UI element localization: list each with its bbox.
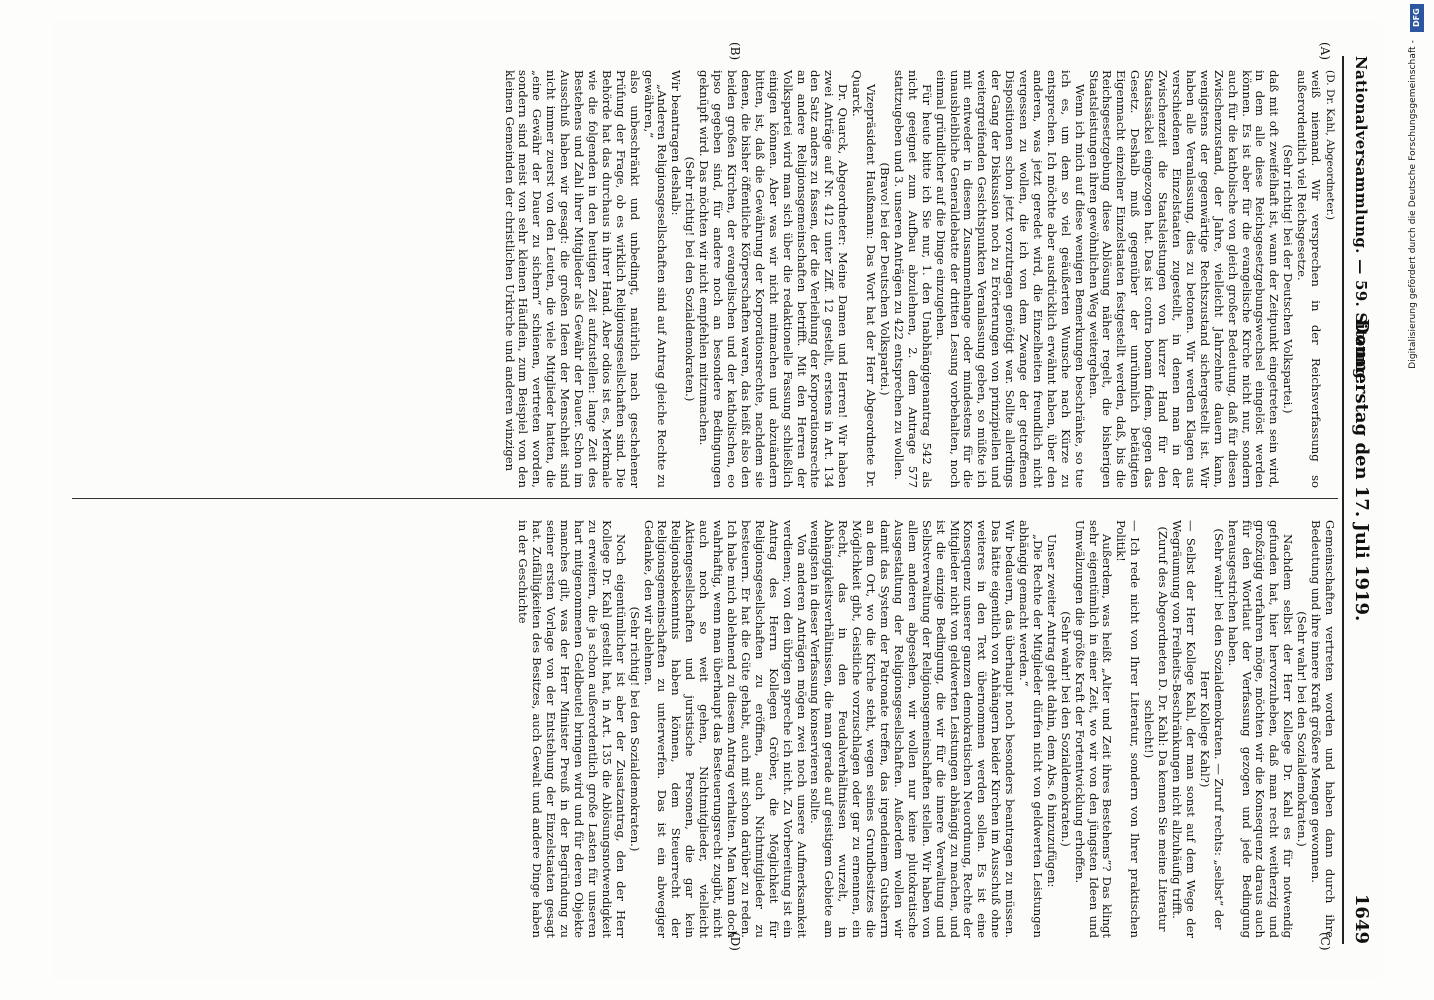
paragraph: — Selbst der Herr Kollege Kahl, der man sonst auf dem Wege der Wegräumung von Freiheits-Beschränkungen nicht allzuhäufig trifft. (1170, 520, 1198, 938)
paragraph: „Anderen Religionsgesellschaften sind auf Antrag gleiche Rechte zu gewähren,“ (641, 70, 670, 488)
header-left-title: Nationalversammlung. — 59. Sitzung. (1352, 56, 1370, 385)
paragraph: (Sehr wahr! bei den Sozialdemokraten.) (1295, 611, 1310, 847)
header-rule (1342, 56, 1344, 944)
paragraph: daß mit oft zweifelhaft ist, wann der Zeitpunkt eingetreten sein wird, in dem alle diese Reichsgesetzgebungswechsel eingelöst werden können. Es ist aber für die evangelische Kirche nicht nur, sondern auch für die katholische von gleich großer Bedeutung, daß für diesen Zwischenzustand, der Jahre, vielleicht Jahrzehnte dauern kann, wenigstens der gegenwärtige Rechtszustand sichergestellt ist. Wir haben alle Veranlassung, dies zu betonen. Wir werden Klagen aus verschiedenen Einzelstaaten zugestellt, in denen man in der Zwischenzeit die Staatsleistungen von kurzer Hand für den Staatssäckel eingezogen hat. Das ist contra bonam fidem, gegen das Gesetz. Deshalb muß gegenüber der unrühmlich betätigten Eigenmacht einzelner Einzelstaaten festgestellt werden, daß, bis die Reichsgesetzgebung diese Ablösung näher regelt, die bisherigen Staatsleistungen ihren gewöhnlichen Weg weitergehen. (1086, 70, 1282, 488)
left-text-column (502, 70, 1336, 488)
paragraph: (Sehr richtig! bei den Sozialdemokraten.) (627, 606, 642, 852)
page-header (1346, 56, 1376, 944)
paragraph: (Sehr wahr! bei den Sozialdemokraten. — Zuruf rechts: „selbst“ der Herr Kollege Kahl?) (1197, 528, 1226, 930)
paragraph: (Bravo! bei der Deutschen Volkspartei.) (878, 162, 892, 396)
paragraph: Vizepräsident Haußmann: Das Wort hat der Herr Abgeordnete Dr. Quarck. (850, 70, 879, 488)
header-right-title (1351, 319, 1372, 944)
paragraph: Wir bedauern, das überhaupt noch besonders beantragen zu müssen. Das hätte eigentlich von Anhängern beider Kirchen im Ausschuß ohne weiteres in den Text übernommen werden sollen. Es ist eine Konsequenz unserer ganzen demokratischen Neuordnung, Rechte der Mitglieder nicht von geldwerten Leistungen abhängig zu machen, und ist die einzige Bedingung, die wir für die innere Verwaltung und Selbstverwaltung der Religionsgemeinschaften stellen. Wir haben von allem anderen abgesehen, wir wollen nur keine plutokratische Ausgestaltung der Religionsgesellschaften. Außerdem wollen wir damit das System der Patronate treffen, das irgendeinem Gutsherrn an dem Ort, wo die Kirche steht, wegen seines Grundbesitzes die Möglichkeit gibt, Geistliche vorzuschlagen oder gar zu ernennen, ein Recht, das in den Feudalverhältnissen wurzelt, in Abhängigkeitsverhältnissen, die man gerade auf geistigem Gebiete am wenigsten in dieser Verfassung konservieren sollte. (808, 520, 1018, 938)
margin-marker-a: (A) (1318, 42, 1332, 61)
paragraph: Außerdem, was heißt „Alter und Zeit ihres Bestehens“? Das klingt sehr eigentümlich in einer Zeit, wo wir von den jüngsten Ideen und Umwälzungen die größte Kraft der Fortentwicklung erhoffen. (1072, 520, 1115, 938)
right-text-column (516, 520, 1336, 938)
paragraph: Wenn ich mich auf diese wenigen Bemerkungen beschränke, so tue ich es, um dem so viel geäußerten Wunsche nach Kürze zu entsprechen. Ich möchte aber ausdrücklich erwähnt haben, über den anderen, was jetzt geredet wird, die Einzelheiten freundlich nicht vergessen zu wollen, die ich von dem Zwange der getroffenen Dispositionen schon jetzt vorzutragen genötigt war. Sollte allerdings der Gang der Diskussion noch zu Erörterungen von prinzipiellen und weitergreifenden Gesichtspunkten Veranlassung geben, so müßte ich mit entweder in diesem Zusammenhange oder mindestens für die unausbleibliche Generaldebatte der dritten Lesung vorbehalten, noch einmal gründlicher auf die Dinge einzugehen. (933, 70, 1087, 488)
paragraph: (Zuruf des Abgeordneten D. Dr. Kahl: Da kennen Sie meine Literatur schlecht!) (1142, 526, 1171, 932)
digitization-sidenote (1406, 0, 1428, 1000)
newspaper-page (52, 20, 1382, 980)
margin-marker-c: (C) (1318, 932, 1332, 951)
margin-marker-d: (D) (728, 932, 742, 951)
paragraph: „Die Rechte der Mitglieder dürfen nicht von geldwerten Leistungen abhängig gemacht werden.“ (1017, 520, 1045, 938)
margin-marker-b: (B) (728, 42, 742, 61)
paragraph: Nachdem selbst der Herr Kollege Dr. Kahl es für notwendig gefunden hat, hier hervorzuheben, daß man recht weitherzig und großzügig verfahren möge, möchten wir die Konsequenz daraus auch für den Wortlaut der Verfassung gezogen und jede Bedingung herausgestrichen haben. (1225, 520, 1296, 938)
paragraph: weiß niemand. Wir versprechen in der Reichsverfassung so außerordentlich viel Reichsgesetze. (1295, 70, 1324, 488)
paragraph: Unser zweiter Antrag geht dahin, dem Abs. 6 hinzuzufügen: (1044, 534, 1059, 888)
paragraph: Für heute bitte ich Sie nur, 1. den Unabhängigenantrag 542 als nicht geeignet zum Aufbau abzulehnen, 2. dem Antrage 577 stattzugeben und 3. unseren Anträgen zu 422 entsprechen zu wollen. (891, 70, 934, 488)
paragraph: Wir beantragen deshalb: (669, 70, 684, 216)
paragraph: (D. Dr. Kahl, Abgeordneter.) (1324, 70, 1336, 221)
paragraph: Gemeinschaften vertreten worden und haben dann durch ihre Bedeutung und ihre innere Kraft größere Mengen gewonnen. (1309, 520, 1337, 938)
page-number: 1649 (1351, 893, 1372, 944)
paragraph: (Sehr wahr! bei den Sozialdemokraten.) (1058, 611, 1073, 847)
column-divider (72, 498, 1338, 499)
paragraph: Dr. Quarck, Abgeordneter: Meine Damen und Herren! Wir haben zwei Anträge auf Nr. 412 unter Ziff. 12 gestellt, erstens in Art. 134 den Satz anders zu fassen, der die Verleihung der Korporationsrechte an andere Religionsgemeinschaften betrifft. Mit den Herren der Volkspartei wird man sich über die redaktionelle Fassung schließlich einigen können. Aber was wir nicht mitmachen und abzuändern bitten, ist, daß die Gewährung der Korporationsrechte, nachdem sie denen, die bisher öffentliche Körperschaften waren, das heißt also den beiden großen Kirchen, der evangelischen und der katholischen, eo ipso gegeben sind, für andere noch an besondere Bedingungen geknüpft wird. Das möchten wir nicht empfehlen mitzumachen. (697, 70, 851, 488)
paragraph: — Ich rede nicht von Ihrer Literatur, sondern von Ihrer praktischen Politik! (1114, 520, 1143, 938)
paragraph: (Sehr richtig! bei den Sozialdemokraten.) (683, 156, 698, 402)
paragraph: Noch eigentümlicher ist aber der Zusatzantrag, den der Herr Kollege Dr. Kahl gestellt hat, in Art. 135 die Ablösungsnotwendigkeit zu erweitern, die ja schon außerordentlich große Lasten für unseren hart mitgenommenen Geldbeutel bringen wird und für deren Objekte manches gilt, was der Herr Minister Preuß in der Begründung zu seiner ersten Vorlage von der Entstehung der Einzelstaaten gesagt hat. Zufälligkeiten des Besitzes, auch Gewalt und andere Dinge haben in der Geschichte (516, 520, 628, 938)
paragraph: also unbeschränkt und unbedingt, natürlich nach geschehener Prüfung der Frage, ob es wirklich Religionsgesellschaften sind. Die Behörde hat das durchaus in ihrer Hand. Aber odios ist es, Merkmale wie die folgenden in den heutigen Zeit aufzustellen: lange Zeit des Bestehens und Zahl ihrer Mitglieder als Gewähr der Dauer. Schon im Ausschuß haben wir gesagt: die großen Ideen der Menschheit sind nicht immer zuerst von den Leuten, die viele Mitglieder hatten, die „eine Gewähr der Dauer zu sichern“ schienen, vertreten worden, sondern sind meist von sehr kleinen Häuflein, zum Beispiel von den kleinen Gemeinden der christlichen Urkirche und anderen winzigen (502, 70, 642, 488)
dfg-logo: DFG (1410, 4, 1424, 32)
sidenote-text: Digitalisierung gefördert durch die Deutsche Forschungsgemeinschaft - (1408, 40, 1418, 369)
paragraph: (Sehr richtig! bei der Deutschen Volkspartei.) (1281, 144, 1296, 414)
header-date: Donnerstag den 17. Juli 1919. (1351, 318, 1372, 622)
paragraph: Von anderen Anträgen mögen zwei noch unsere Aufmerksamkeit verdienen; von den übrigen spreche ich nicht. Zu Vorbereitung ist ein Antrag des Herrn Kollegen Gröber, die Möglichkeit für Religionsgesellschaften zu eröffnen, auch Nichtmitglieder zu besteuern. Er hat die Güte gehabt, auch mit schon darüber zu reden. Ich habe mich ablehnend zu diesem Antrag verhalten. Man kann doch wahrhaftig, wenn man überhaupt das Besteuerungsrecht zugibt, nicht auch noch so weit gehen, Nichtmitglieder, vielleicht Aktiengesellschaften und juristische Personen, die gar kein Religionsbekenntnis haben können, dem Steuerrecht der Religionsgemeinschaften zu unterwerfen. Das ist ein abwegiger Gedanke, den wir ablehnen. (641, 520, 809, 938)
